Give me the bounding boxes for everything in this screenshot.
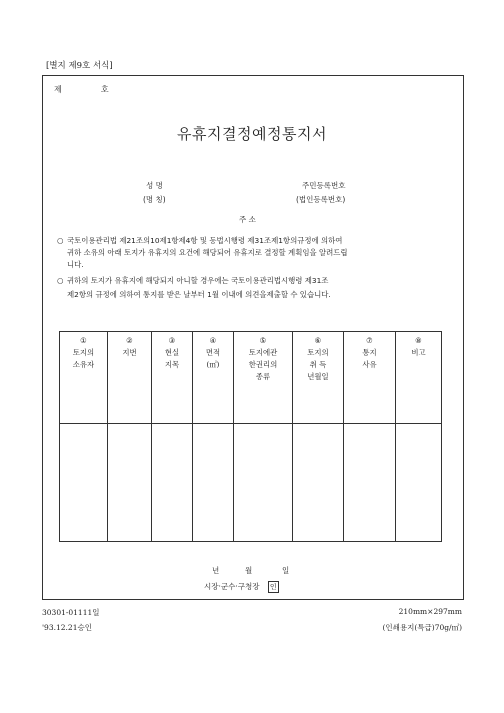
notice-paragraph-1-line-1: ○ 국토이용관리법 제21조의10제1항제4항 및 동법시행령 제31조제1항의규정에 의하여 (57, 236, 343, 245)
table-row (60, 424, 442, 542)
number-prefix: 제 (54, 85, 62, 94)
signature-line (204, 581, 279, 593)
paper-spec: (인쇄용지(특급)70g/㎡) (382, 623, 462, 632)
column-label: 현실 지목 (164, 348, 180, 369)
column-header (108, 332, 152, 424)
table-header-row (60, 332, 442, 424)
land-table (59, 331, 442, 542)
table-cell[interactable] (60, 424, 108, 542)
table-cell[interactable] (293, 424, 344, 542)
number-suffix: 호 (100, 85, 109, 94)
document-title: 유휴지결정예정통지서 (177, 125, 327, 143)
column-header (193, 332, 234, 424)
column-number: ⑦ (366, 336, 373, 345)
notice-paragraph-2-line-1: ○ 귀하의 토지가 유휴지에 해당되지 아니할 경우에는 국토이용관리법시행령 제31조 (57, 276, 329, 285)
table-cell[interactable] (193, 424, 234, 542)
document-number (54, 84, 109, 95)
seal-mark: 인 (269, 583, 277, 591)
table-cell[interactable] (344, 424, 396, 542)
table-cell[interactable] (396, 424, 442, 542)
form-label: [별지 제9호 서식] (46, 61, 113, 71)
column-header (293, 332, 344, 424)
table-cell[interactable] (108, 424, 152, 542)
column-label: 토지의 취 득 년월일 (307, 348, 329, 381)
table-cell[interactable] (152, 424, 193, 542)
notice-paragraph-2-line-2: 제2항의 규정에 의하여 통지를 받은 날부터 1월 이내에 의견을제출할 수 있습니다. (67, 290, 331, 299)
column-number: ⑥ (314, 336, 322, 345)
column-number: ⑤ (259, 336, 267, 345)
column-label: 비고 (411, 348, 426, 357)
date-year-label: 년 (212, 566, 220, 575)
column-label: 지번 (122, 348, 137, 357)
column-header (396, 332, 442, 424)
date-month-label: 월 (245, 566, 253, 575)
column-number: ② (126, 336, 133, 345)
notice-paragraph-1-line-3: 니다. (67, 260, 84, 269)
column-header (344, 332, 396, 424)
paper-size: 210mm×297mm (398, 607, 462, 616)
column-number: ① (80, 336, 87, 345)
table-cell[interactable] (234, 424, 293, 542)
approval-date: '93.12.21승인 (42, 623, 92, 632)
column-label: 토지에관 한권리의 종류 (248, 348, 278, 381)
column-header (152, 332, 193, 424)
name-label: 성 명 (146, 181, 163, 190)
bullet-icon: ○ (57, 236, 64, 245)
column-number: ⑧ (415, 336, 422, 345)
notice-paragraph-1-line-2: 귀하 소유의 아래 토지가 유휴지의 요건에 해당되어 유휴지로 결정할 계획임을 알려드립 (67, 248, 348, 257)
column-label: 면적 (㎡) (205, 348, 221, 369)
address-label: 주 소 (239, 215, 256, 224)
name-label-sub: (명 칭) (143, 195, 166, 204)
bullet-icon: ○ (57, 276, 64, 285)
column-label: 토지의 소유자 (72, 348, 95, 369)
form-code: 30301-01111일 (42, 608, 100, 617)
column-label: 통지 사유 (362, 348, 377, 369)
registration-label: 주민등록번호 (302, 181, 346, 190)
issuer-title: 시장·군수·구청장 (204, 582, 260, 591)
column-header (60, 332, 108, 424)
registration-label-sub: (법인등록번호) (296, 195, 346, 204)
column-number: ③ (168, 336, 176, 345)
column-header (234, 332, 293, 424)
column-number: ④ (209, 336, 217, 345)
date-day-label: 일 (282, 566, 290, 575)
